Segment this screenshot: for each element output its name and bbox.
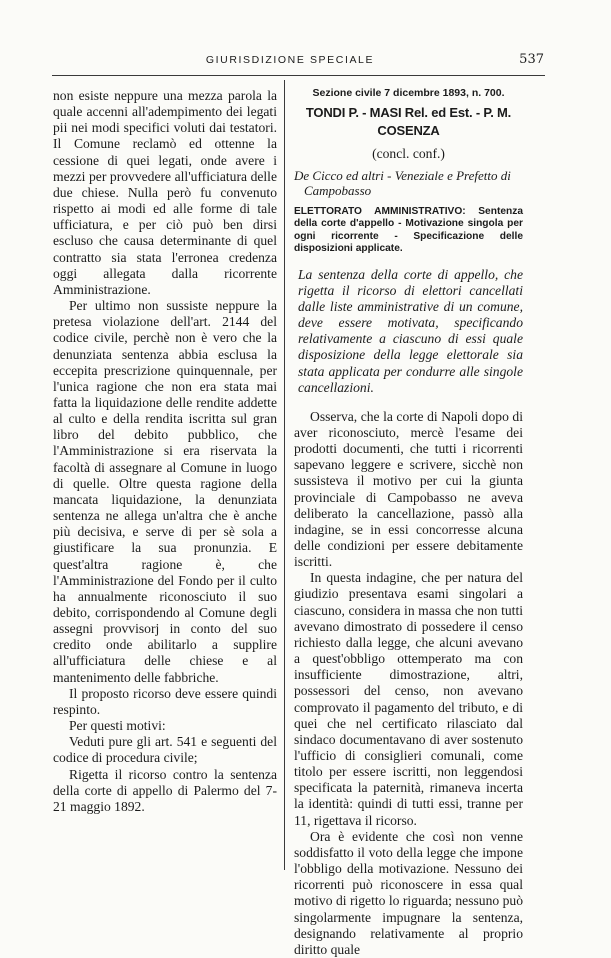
case-summary: ELETTORATO AMMINISTRATIVO: Sentenza della corte d'appello - Motivazione singola per ogni ricorrente - Specificazione delle disposizioni applicate.: [294, 206, 523, 254]
left-column: [53, 88, 277, 815]
right-paragraph: Ora è evidente che così non venne soddisfatto il voto della legge che impone l'obbligo della motivazione. Nessuno dei ricorrenti può riconoscere in essa qual motivo di rigetto lo riguarda; nessuno può singolarmente impugnare la sentenza, designando relativamente al proprio diritto quale: [294, 828, 523, 957]
left-paragraph: Veduti pure gli art. 541 e seguenti del codice di procedura civile;: [53, 734, 277, 766]
left-paragraph: Per questi motivi:: [69, 718, 166, 734]
column-divider: [284, 80, 285, 870]
header-rule: [52, 75, 545, 76]
parties-line: De Cicco ed altri - Veneziale e Prefetto di Campobasso: [294, 168, 511, 199]
left-paragraph: Rigetta il ricorso contro la sentenza della corte di appello di Palermo del 7-21 maggio 1892.: [53, 766, 277, 814]
running-head-title: GIURISDIZIONE SPECIALE: [205, 54, 375, 66]
running-head: [52, 52, 544, 72]
left-paragraph: non esiste neppure una mezza parola la quale accenni all'adempimento dei legati pii nei modi specifici voluti dai testatori. Il Comune reclamò ed ottenne la cessione di quei legati, onde avere i mezzi per provvedere all'ufficiatura delle due chiese. Nulla però fu convenuto rispetto ai modi ed alle forme di tale ufficiatura, e per ciò può ben dirsi escluso che causa determinante di quel contratto sia stata l'erronea credenza oggi allegata dalla ricorrente Amministrazione.: [53, 88, 277, 297]
judges-line: TONDI P. - MASI Rel. ed Est. - P. M. COSENZA: [305, 105, 512, 138]
session-line: Sezione civile 7 dicembre 1893, n. 700.: [312, 87, 505, 99]
right-paragraph: Osserva, che la corte di Napoli dopo di aver riconosciuto, mercè l'esame dei prodotti documenti, che tutti i ricorrenti sapevano leggere e scrivere, sicchè non sussisteva il motivo per cui la giunta provinciale di Campobasso ne aveva deliberato la cancellazione, passò alla indagine, se in essi concorresse alcuna delle condizioni per essere debitamente iscritti.: [294, 408, 523, 570]
page-number: 537: [519, 52, 544, 67]
right-paragraph: In questa indagine, che per natura del giudizio presentava esami singolari a ciascuno, considera in massa che non tutti avevano dimostrato di possedere il censo richiesto dalla legge, che alcuni avevano a quest'obbligo ottemperato ma con insufficiente dimostrazione, altri, possessori del censo, non avevano comprovato il pagamento del tributo, e di quei che nel certificato rilasciato dal sindaco documentavano di aver sostenuto l'ufficio di consiglieri comunali, come titolo per essere iscritti, non leggendosi specificata la paternità, rimaneva incerta la identità: quindi di tutti essi, tranne per 11, rigettava il ricorso.: [294, 570, 523, 828]
case-maxim: La sentenza della corte di appello, che rigetta il ricorso di elettori cancellati dalle liste amministrative di un comune, deve essere motivata, specificando relativamente a ciascuno di essi quale disposizione della legge elettorale sia stata applicata per condurre alle singole cancellazioni.: [298, 266, 523, 395]
conclusions-line: (concl. conf.): [372, 146, 445, 161]
left-paragraph: Il proposto ricorso deve essere quindi respinto.: [53, 685, 277, 717]
left-paragraph: Per ultimo non sussiste neppure la pretesa violazione dell'art. 2144 del codice civile, perchè non è vero che la denunziata sentenza abbia esclusa la eccepita prescrizione quinquennale, per l'unica ragione che non era stata mai fatta la liquidazione delle rendite addette al culto e della rendita iscritta sul gran libro del debito pubblico, che l'Amministrazione si era riservata la facoltà di assegnare al Comune in luogo di quelle. Oltre questa ragione della mancata liquidazione, la denunziata sentenza ne allega un'altra che è anche più decisiva, e serve di per sè sola a giustificare la sua pronunzia. E quest'altra ragione è, che l'Amministrazione del Fondo per il culto ha annualmente riconosciuto il suo debito, corrispondendo al Comune degli assegni provvisorj in conto del suo credito onde abilitarlo a supplire all'ufficiatura delle chiese e al mantenimento delle fabbriche.: [53, 298, 277, 685]
right-column: [294, 84, 523, 958]
